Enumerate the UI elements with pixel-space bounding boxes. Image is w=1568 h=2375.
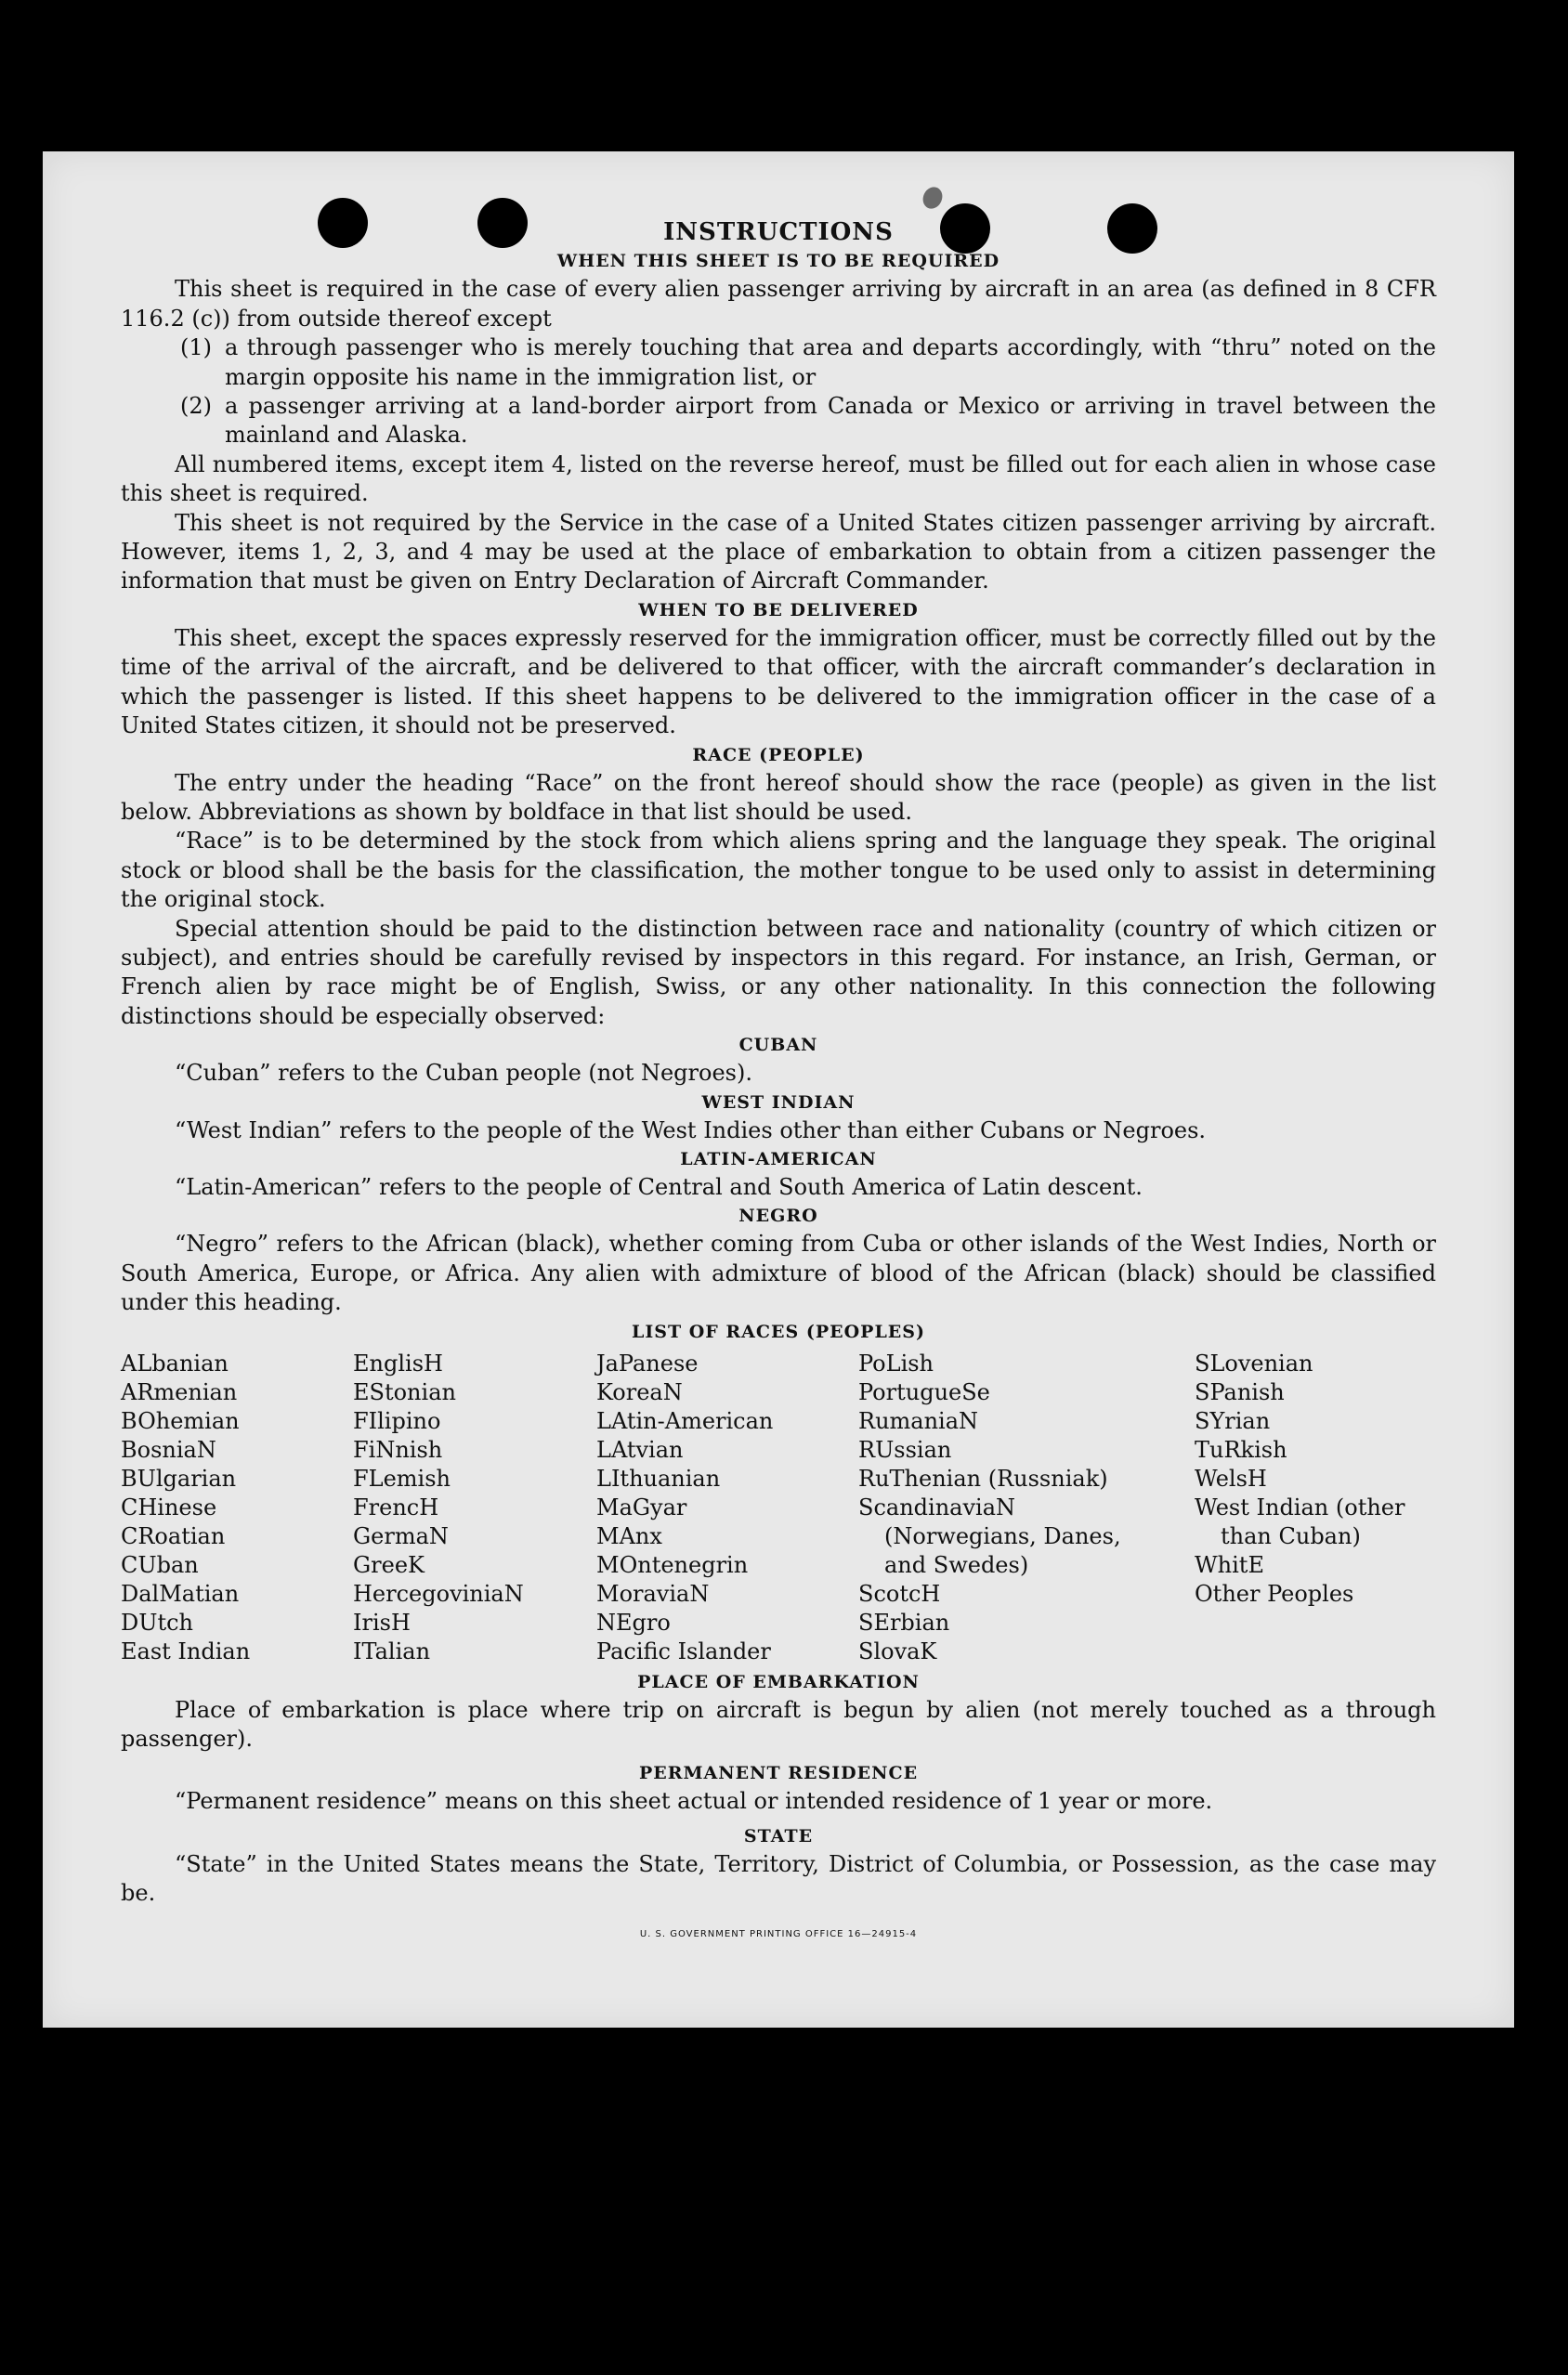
paragraph: Special attention should be paid to the distinction between race and nationality (country of which citizen or subject), and entries should be carefully revised by inspectors in this regard. For instance, an Irish, German, or French alien by race might be of English, Swiss, or any other nationality. In this connection the following distinctions should be especially observed: (121, 915, 1436, 1029)
paragraph: “West Indian” refers to the people of the West Indies other than either Cubans or Negroes. (175, 1116, 1207, 1143)
race-item: FiNnish (353, 1436, 443, 1463)
race-item: PortugueSe (858, 1378, 990, 1405)
paragraph: All numbered items, except item 4, listed on the reverse hereof, must be filled out for each alien in whose case this sheet is required. (121, 450, 1436, 507)
race-item: SlovaK (858, 1638, 937, 1664)
race-column (858, 1350, 1195, 1666)
paragraph: “Latin-American” refers to the people of Central and South America of Latin descent. (175, 1173, 1143, 1200)
document-page (43, 151, 1514, 2028)
race-item: HercegoviniaN (353, 1580, 524, 1607)
heading-negro: NEGRO (738, 1206, 818, 1227)
race-item: West Indian (other than Cuban) (1195, 1494, 1405, 1549)
race-item: CHinese (121, 1494, 217, 1520)
race-item: LAtvian (596, 1436, 684, 1463)
race-item: BosniaN (121, 1436, 216, 1463)
list-item (121, 392, 1436, 450)
item-text: a passenger arriving at a land-border airport from Canada or Mexico or arriving in travel between the mainland and Alaska. (225, 393, 1436, 449)
race-item: ALbanian (121, 1350, 229, 1377)
race-item: RuThenian (Russniak) (858, 1465, 1108, 1492)
paragraph: “Cuban” refers to the Cuban people (not Negroes). (175, 1060, 752, 1087)
race-item: CRoatian (121, 1522, 226, 1549)
race-column (1195, 1350, 1436, 1666)
list-item (121, 333, 1436, 392)
instructions-body (121, 218, 1436, 1949)
page-title: INSTRUCTIONS (663, 218, 894, 246)
race-item: LIthuanian (596, 1465, 721, 1492)
race-item: FIlipino (353, 1407, 441, 1434)
race-item: SYrian (1195, 1407, 1271, 1434)
heading-race: RACE (PEOPLE) (692, 744, 865, 765)
race-item: FLemish (353, 1465, 451, 1492)
race-item: SPanish (1195, 1378, 1285, 1405)
race-item: RumaniaN (858, 1407, 979, 1434)
heading-state: STATE (743, 1825, 814, 1846)
race-item: WhitE (1195, 1551, 1264, 1578)
race-item: CUban (121, 1551, 199, 1578)
race-item: SLovenian (1195, 1350, 1313, 1377)
race-item: EnglisH (353, 1350, 443, 1377)
race-item: DalMatian (121, 1580, 240, 1607)
race-item: East Indian (121, 1638, 251, 1664)
paragraph: “State” in the United States means the State, Territory, District of Columbia, or Possession, as the case may be. (121, 1850, 1436, 1907)
race-item: WelsH (1195, 1465, 1267, 1492)
race-item: NEgro (596, 1609, 671, 1636)
item-text: a through passenger who is merely touching that area and departs accordingly, with “thru” noted on the margin opposite his name in the immigration list, or (225, 334, 1436, 390)
heading-latin-american: LATIN-AMERICAN (680, 1148, 877, 1169)
race-list (121, 1350, 1436, 1666)
race-item: DUtch (121, 1609, 194, 1636)
paragraph: “Race” is to be determined by the stock from which aliens spring and the language they speak. The original stock or blood shall be the basis for the classification, the mother tongue to be used only to assist in determining the original stock. (121, 828, 1436, 913)
race-item: SErbian (858, 1609, 950, 1636)
heading-west-indian: WEST INDIAN (701, 1091, 856, 1113)
paragraph: This sheet is not required by the Service in the case of a United States citizen passenger arriving by aircraft. However, items 1, 2, 3, and 4 may be used at the place of embarkation to obtain from a citizen passenger the information that must be given on Entry Declaration of Aircraft Commander. (121, 509, 1436, 594)
race-item: ScandinaviaN (Norwegians, Danes, and Swedes) (858, 1494, 1121, 1578)
heading-place-of-embarkation: PLACE OF EMBARKATION (637, 1671, 920, 1692)
race-item: LAtin-American (596, 1407, 774, 1434)
race-item: RUssian (858, 1436, 952, 1463)
paragraph: “Permanent residence” means on this sheet actual or intended residence of 1 year or more. (175, 1788, 1213, 1815)
race-item: MOntenegrin (596, 1551, 749, 1578)
race-item: ARmenian (121, 1378, 238, 1405)
race-item: KoreaN (596, 1378, 683, 1405)
item-number: (1) (180, 334, 212, 361)
race-item: Other Peoples (1195, 1580, 1354, 1607)
heading-when-required: WHEN THIS SHEET IS TO BE REQUIRED (556, 251, 1000, 272)
race-item: BOhemian (121, 1407, 240, 1434)
race-item: GreeK (353, 1551, 425, 1578)
race-item: MaGyar (596, 1494, 687, 1520)
paragraph: Place of embarkation is place where trip on aircraft is begun by alien (not merely touched as a through passenger). (121, 1696, 1436, 1752)
heading-list-of-races: LIST OF RACES (PEOPLES) (632, 1321, 925, 1342)
item-number: (2) (180, 393, 212, 420)
race-column (121, 1350, 353, 1666)
paragraph: This sheet is required in the case of every alien passenger arriving by aircraft in an area (as defined in 8 CFR 116.2 (c)) from outside thereof except (121, 276, 1436, 332)
race-item: EStonian (353, 1378, 456, 1405)
paragraph: “Negro” refers to the African (black), whether coming from Cuba or other islands of the West Indies, North or South America, Europe, or Africa. Any alien with admixture of blood of the African (black) should be classified under this heading. (121, 1231, 1436, 1316)
race-item: GermaN (353, 1522, 449, 1549)
race-item: IrisH (353, 1609, 411, 1636)
race-item: Pacific Islander (596, 1638, 771, 1664)
ink-smudge (920, 184, 946, 212)
race-item: MoraviaN (596, 1580, 710, 1607)
heading-when-delivered: WHEN TO BE DELIVERED (638, 599, 919, 620)
race-column (353, 1350, 596, 1666)
printer-imprint: U. S. GOVERNMENT PRINTING OFFICE 16—24915-4 (639, 1928, 918, 1939)
race-item: ScotcH (858, 1580, 941, 1607)
race-item: BUlgarian (121, 1465, 237, 1492)
race-column (596, 1350, 858, 1666)
race-item: TuRkish (1195, 1436, 1287, 1463)
heading-cuban: CUBAN (738, 1035, 818, 1056)
paragraph: This sheet, except the spaces expressly reserved for the immigration officer, must be correctly filled out by the time of the arrival of the aircraft, and be delivered to that officer, with the aircraft commander’s declaration in which the passenger is listed. If this sheet happens to be delivered to the immigration officer in the case of a United States citizen, it should not be preserved. (121, 624, 1436, 739)
race-item: JaPanese (596, 1350, 699, 1377)
race-item: MAnx (596, 1522, 662, 1549)
race-item: PoLish (858, 1350, 934, 1377)
paragraph: The entry under the heading “Race” on the front hereof should show the race (people) as given in the list below. Abbreviations as shown by boldface in that list should be used. (121, 769, 1436, 825)
race-item: FrencH (353, 1494, 439, 1520)
race-item: ITalian (353, 1638, 431, 1664)
heading-permanent-residence: PERMANENT RESIDENCE (638, 1763, 919, 1784)
